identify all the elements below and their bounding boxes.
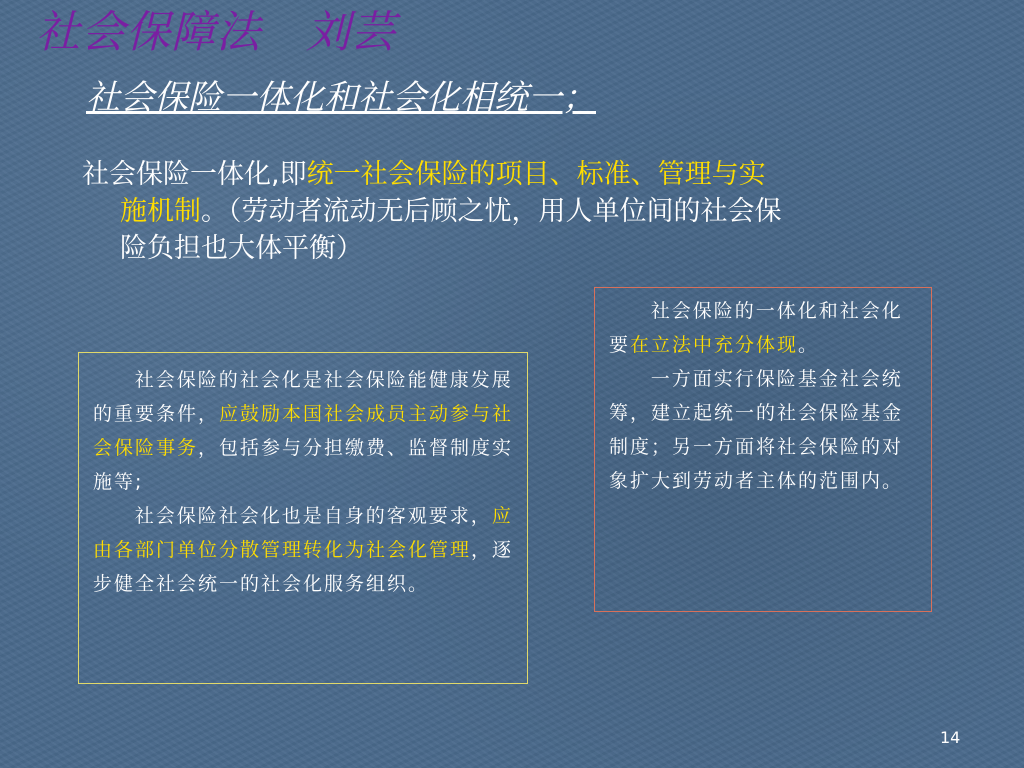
- left-box-paragraph-1: [93, 363, 515, 499]
- page-number: 14: [940, 728, 961, 747]
- bullet-highlight-text-2: 施机制: [120, 196, 201, 227]
- bullet-line-3: 险负担也大体平衡）: [120, 233, 363, 264]
- right-box-highlight: 在立法中充分体现: [630, 334, 799, 356]
- left-box-paragraph-2: [93, 499, 515, 601]
- left-box-highlight: 应鼓励本国社会成员主动参与社会保险事务: [93, 403, 514, 459]
- right-text-box: [594, 287, 932, 612]
- slide-header-title: 社会保障法 刘芸: [36, 7, 396, 58]
- right-box-text: 。: [798, 334, 820, 356]
- bullet-line-2: [82, 193, 982, 230]
- left-box-text: 社会保险社会化也是自身的客观要求，: [134, 505, 492, 527]
- slide-subtitle: 社会保险一体化和社会化相统一；: [86, 78, 596, 118]
- bullet-lead-text: 社会保险一体化,即: [82, 159, 307, 190]
- bullet-paragraph: [82, 156, 982, 267]
- left-text-box: [78, 352, 528, 684]
- bullet-rest-text: 。（劳动者流动无后顾之忧，用人单位间的社会保: [201, 196, 782, 227]
- left-box-text: ，包括参与分担缴费、监督制度实施等;: [93, 437, 514, 493]
- left-box-highlight: 应由各部门单位分散管理转化为社会化管理: [93, 505, 513, 561]
- left-box-text: 社会保险的社会化是社会保险能健康发展的重要条件，: [93, 369, 513, 425]
- right-box-paragraph-2: 一方面实行保险基金社会统筹，建立起统一的社会保险基金制度；另一方面将社会保险的对象扩大到劳动者主体的范围内。: [609, 368, 904, 492]
- bullet-highlight-text: 统一社会保险的项目、标准、管理与实: [306, 159, 766, 190]
- right-box-text: 社会保险的一体化和社会化要: [609, 300, 903, 356]
- right-box-paragraph-1: [609, 294, 921, 362]
- left-box-text: ，逐步健全社会统一的社会化服务组织。: [93, 539, 514, 595]
